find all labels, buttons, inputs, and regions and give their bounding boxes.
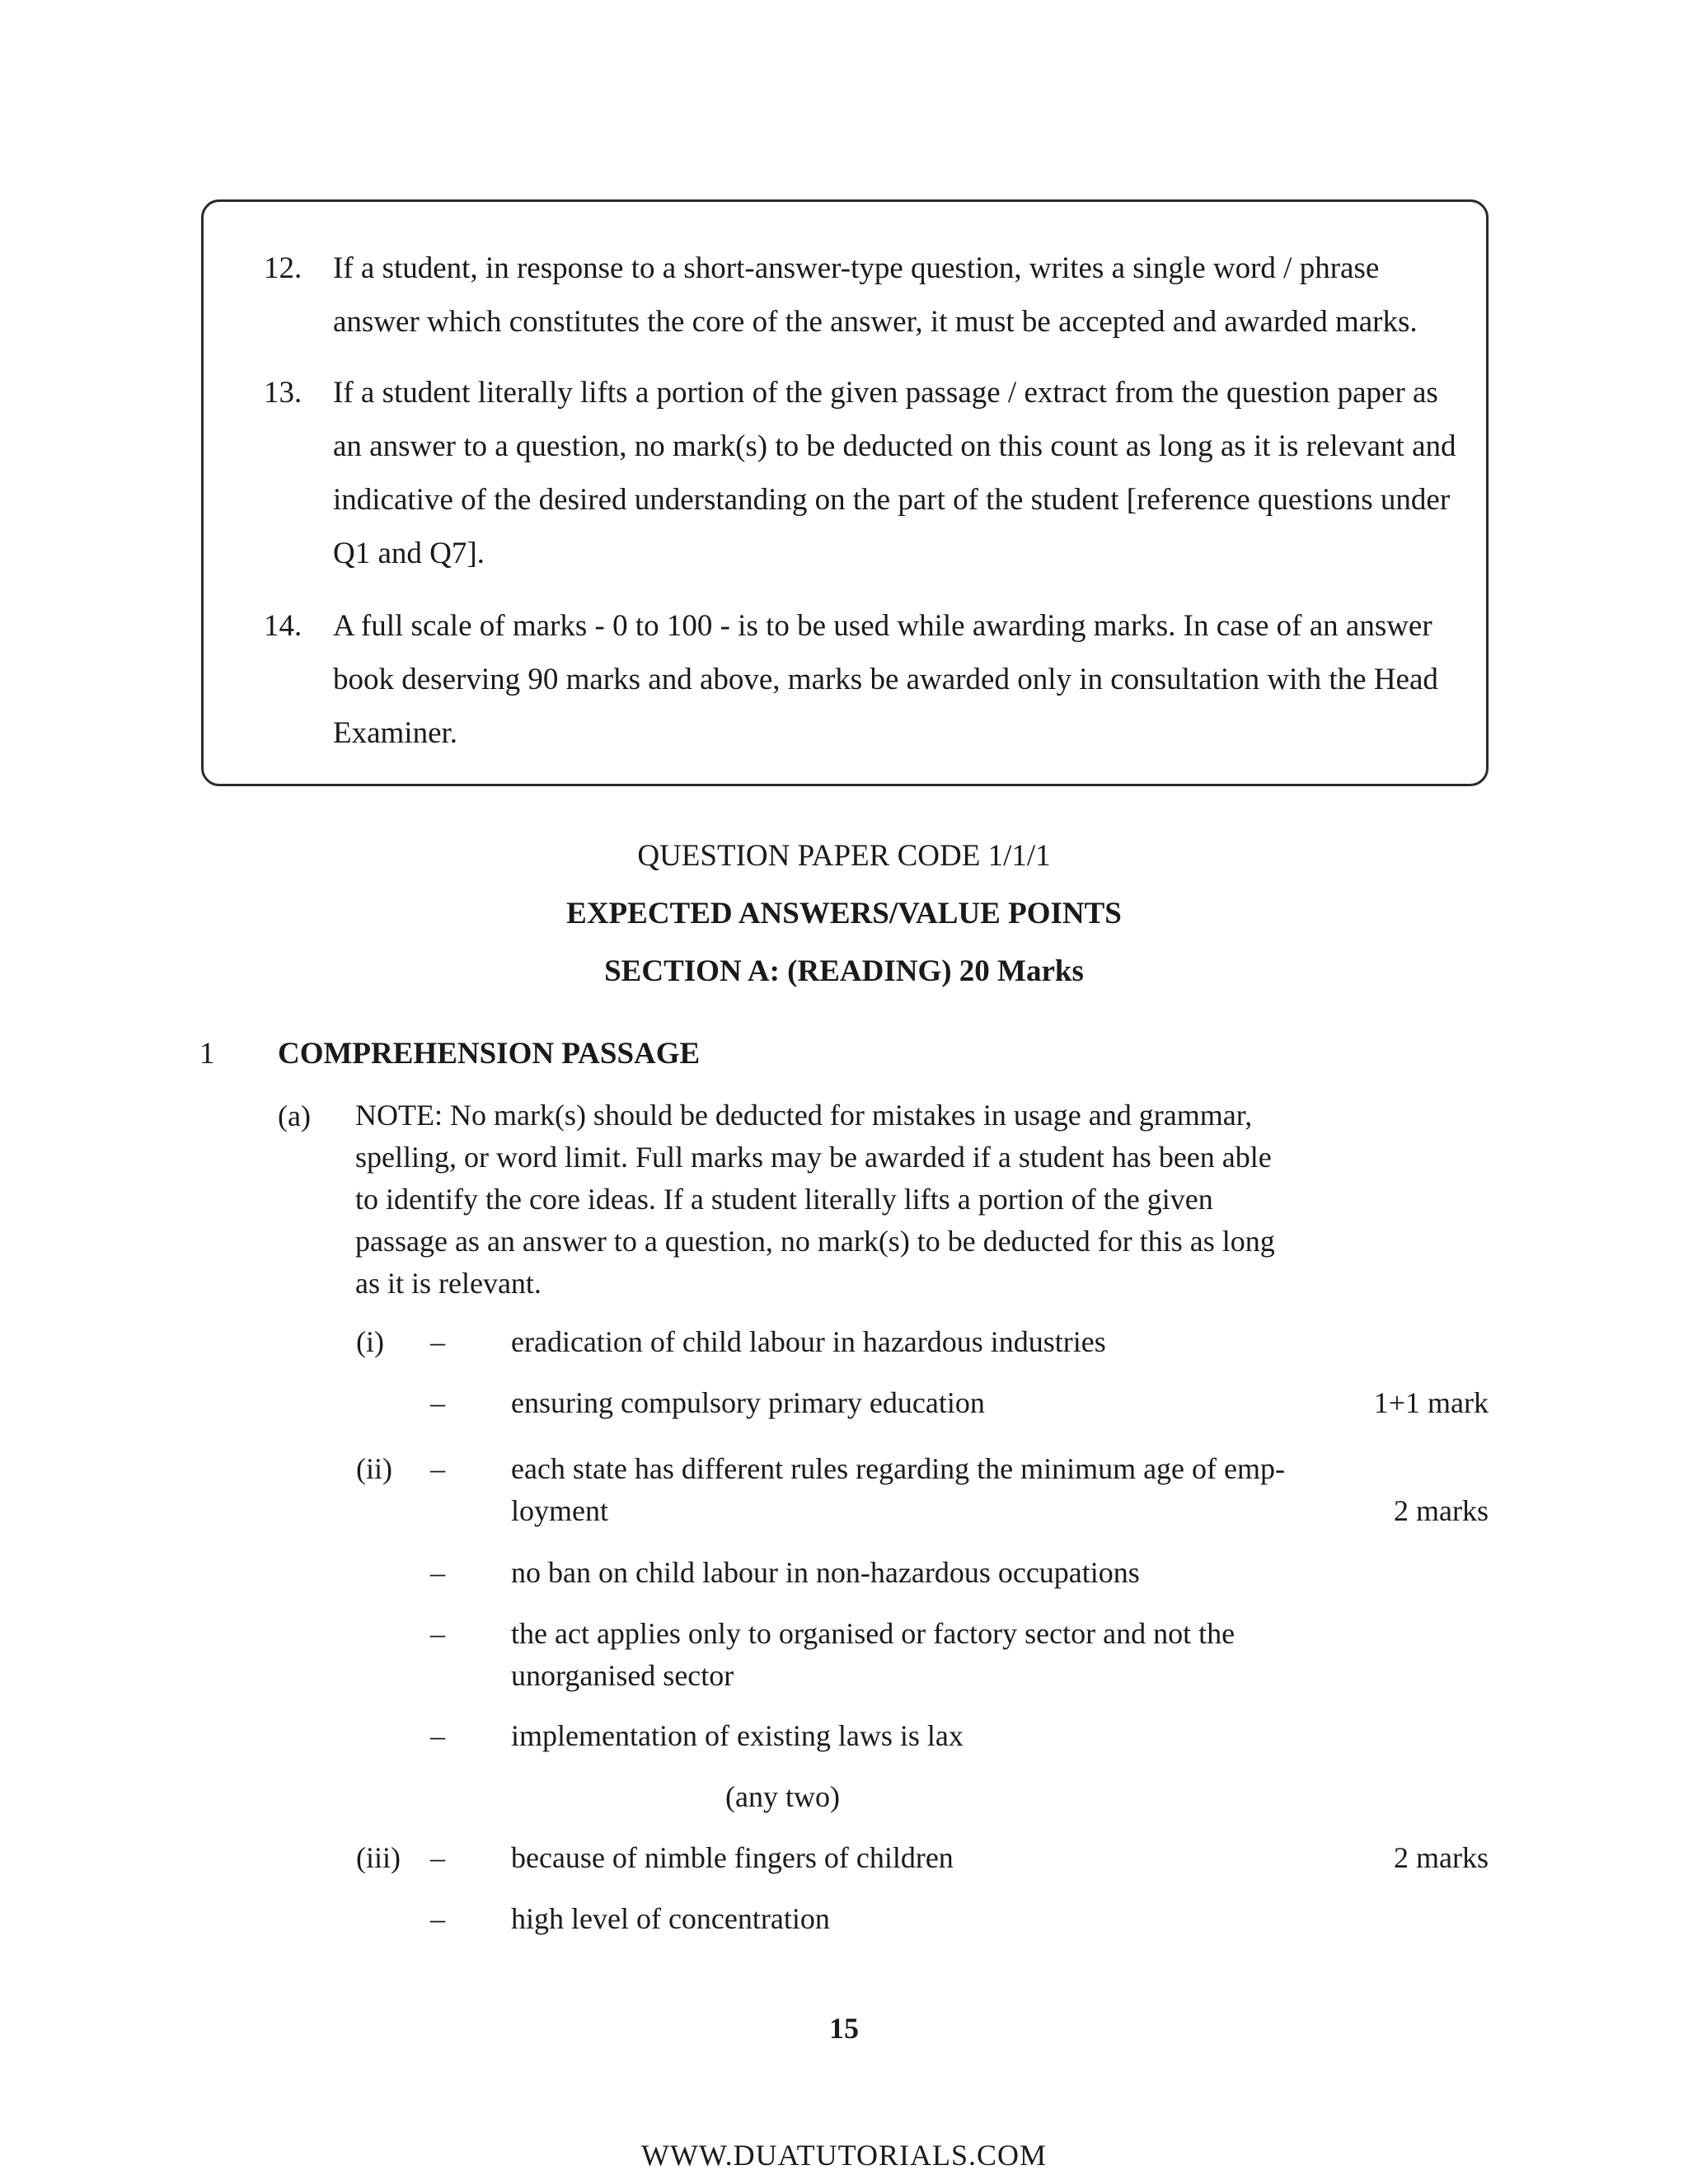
answer-point-line-2: loyment [511,1494,608,1527]
dash: – [430,1325,445,1358]
answer-point: eradication of child labour in hazardous industries [511,1325,1106,1358]
instruction-number: 13. [264,376,302,410]
any-two-note: (any two) [725,1780,840,1813]
dash: – [430,1556,445,1589]
instruction-text: If a student, in response to a short-answer-type question, writes a single word / phrase answer which constitutes the core of the answer, it must be accepted and awarded marks. [333,251,1418,339]
answer-point-line-1: each state has different rules regarding the minimum age of emp- [511,1452,1285,1485]
part-label: (a) [278,1099,311,1132]
paper-code: QUESTION PAPER CODE 1/1/1 [637,839,1051,873]
dash: – [430,1841,445,1874]
page-number: 15 [829,2012,859,2045]
answer-point: because of nimble fingers of children [511,1841,954,1874]
marks-allotted: 2 marks [1394,1841,1489,1874]
dash: – [430,1452,445,1485]
section-heading: SECTION A: (READING) 20 Marks [604,954,1084,988]
instruction-number: 14. [264,609,302,643]
dash: – [430,1719,445,1752]
answer-point: the act applies only to organised or factory sector and not the unorganised sector [511,1617,1236,1692]
document-subtitle: EXPECTED ANSWERS/VALUE POINTS [566,897,1122,930]
answer-point: no ban on child labour in non-hazardous occupations [511,1556,1140,1589]
instructions-box [201,199,1489,786]
dash: – [430,1902,445,1935]
instruction-number: 12. [264,251,302,285]
marking-note: NOTE: No mark(s) should be deducted for mistakes in usage and grammar, spelling, or word limit. Full marks may be awarded if a student has been able to identify the core ideas. If a student literally lifts a portion of the given passage as an answer to a question, no mark(s) to be deducted for this as long as it is relevant. [355,1099,1275,1300]
question-number: 1 [199,1037,215,1071]
answer-point: ensuring compulsory primary education [511,1386,985,1419]
instruction-text: A full scale of marks - 0 to 100 - is to be used while awarding marks. In case of an answer book deserving 90 marks and above, marks be awarded only in consultation with the Head Examiner. [333,609,1438,750]
answer-point: implementation of existing laws is lax [511,1719,964,1752]
marks-allotted: 2 marks [1394,1494,1489,1527]
instruction-text: If a student literally lifts a portion of the given passage / extract from the question paper as an answer to a question, no mark(s) to be deducted on this count as long as it is relevant and indicative of the desired understanding on the part of the student [reference questions under Q1 and Q7]. [333,376,1456,570]
answer-label-ii: (ii) [356,1452,392,1485]
answer-point: high level of concentration [511,1902,830,1935]
question-title: COMPREHENSION PASSAGE [278,1037,701,1071]
marks-allotted: 1+1 mark [1373,1386,1489,1419]
answer-label-iii: (iii) [356,1841,401,1874]
dash: – [430,1617,445,1650]
website-footer: WWW.DUATUTORIALS.COM [641,2139,1047,2172]
answer-label-i: (i) [356,1325,384,1358]
dash: – [430,1386,445,1419]
